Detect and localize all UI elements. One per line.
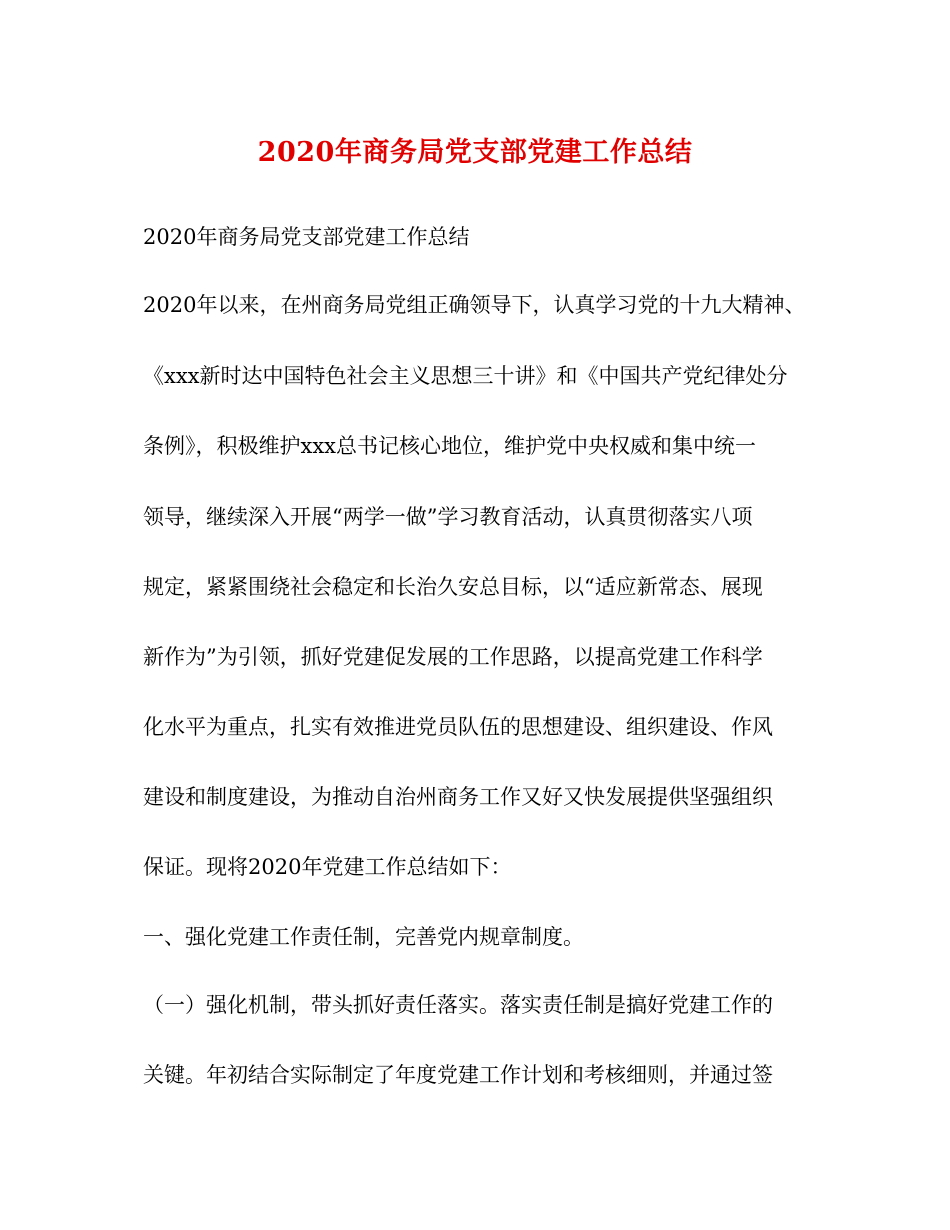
body-line: 建设和制度建设，为推动自治州商务工作又好又快发展提供坚强组织 [143,785,773,809]
body-line: 化水平为重点，扎实有效推进党员队伍的思想建设、组织建设、作风 [143,715,773,739]
section-heading: 一、强化党建工作责任制，完善党内规章制度。 [143,925,584,949]
body-line: （一）强化机制，带头抓好责任落实。落实责任制是搞好党建工作的 [143,993,773,1017]
body-line: 新作为”为引领，抓好党建促发展的工作思路，以提高党建工作科学 [143,645,763,669]
subtitle-line: 2020年商务局党支部党建工作总结 [143,225,470,249]
body-line: 保证。现将2020年党建工作总结如下： [143,855,512,879]
document-title: 2020年商务局党支部党建工作总结 [257,137,693,168]
body-line: 条例》，积极维护xxx总书记核心地位，维护党中央权威和集中统一 [143,434,757,458]
body-line: 领导，继续深入开展“两学一做”学习教育活动，认真贯彻落实八项 [143,505,753,529]
body-line: 关键。年初结合实际制定了年度党建工作计划和考核细则，并通过签 [143,1063,773,1087]
body-line: 2020年以来，在州商务局党组正确领导下，认真学习党的十九大精神、 [143,293,806,317]
body-line: 规定，紧紧围绕社会稳定和长治久安总目标，以“适应新常态、展现 [143,575,763,599]
body-line: 《xxx新时达中国特色社会主义思想三十讲》和《中国共产党纪律处分 [143,364,788,388]
